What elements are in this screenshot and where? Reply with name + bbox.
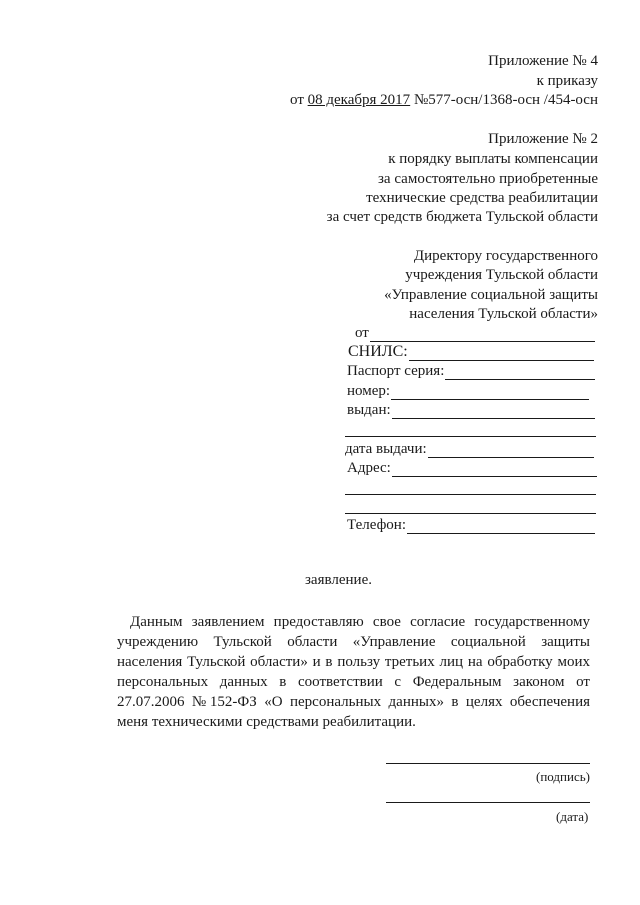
- issue-date-label: дата выдачи:: [345, 441, 427, 457]
- number-label: номер:: [347, 383, 391, 399]
- phone-line[interactable]: [407, 519, 595, 534]
- address-label: Адрес:: [347, 460, 391, 476]
- issued-by-label: выдан:: [347, 402, 391, 418]
- issued-by-field[interactable]: [347, 401, 595, 419]
- snils-line[interactable]: [409, 346, 594, 361]
- number-field[interactable]: [347, 382, 589, 400]
- snils-label: СНИЛС:: [348, 343, 408, 360]
- passport-series-label: Паспорт серия:: [347, 363, 445, 379]
- date-line[interactable]: [386, 802, 590, 803]
- snils-field[interactable]: [348, 343, 594, 361]
- phone-label: Телефон:: [347, 517, 406, 533]
- issue-date-line[interactable]: [428, 443, 594, 458]
- procedure-line-1: к порядку выплаты компенсации: [388, 151, 598, 167]
- order-reference: [290, 91, 598, 109]
- from-label: от: [355, 325, 369, 341]
- appendix-4-label: Приложение № 4: [488, 53, 598, 69]
- from-field[interactable]: [355, 324, 595, 342]
- to-order-label: к приказу: [536, 73, 598, 89]
- signature-caption: (подпись): [536, 769, 590, 784]
- issue-date-field[interactable]: [345, 440, 594, 458]
- procedure-line-2: за самостоятельно приобретенные: [378, 171, 598, 187]
- address-field[interactable]: [347, 459, 597, 477]
- order-number: №577-осн/1368-осн /454-осн: [410, 92, 598, 108]
- address-extra-line-1[interactable]: [345, 494, 596, 495]
- procedure-line-4: за счет средств бюджета Тульской области: [326, 209, 598, 225]
- addressee-line-4: населения Тульской области»: [409, 306, 598, 322]
- signature-line[interactable]: [386, 763, 590, 764]
- number-line[interactable]: [391, 385, 589, 400]
- address-extra-line-2[interactable]: [345, 513, 596, 514]
- addressee-line-2: учреждения Тульской области: [405, 267, 598, 283]
- address-line[interactable]: [392, 462, 597, 477]
- from-line[interactable]: [370, 327, 595, 342]
- addressee-line-1: Директору государственного: [413, 248, 598, 264]
- appendix-2-label: Приложение № 2: [488, 131, 598, 147]
- issued-by-extra-line[interactable]: [345, 436, 596, 437]
- order-date: 08 декабря 2017: [307, 92, 411, 108]
- procedure-line-3: технические средства реабилитации: [366, 190, 598, 206]
- consent-paragraph: Данным заявлением предоставляю свое согласие государственному учреждению Тульской области «Управление социальной защиты населения Тульской области» и в пользу третьих лиц на обработку моих персональных данных в соответствии с Федеральным законом от 27.07.2006 №152-ФЗ «О персональных данных» в целях обеспечения меня техническими средствами реабилитации.: [117, 614, 590, 730]
- passport-series-line[interactable]: [445, 365, 595, 380]
- phone-field[interactable]: [347, 516, 595, 534]
- statement-title: заявление.: [305, 572, 372, 588]
- date-caption: (дата): [556, 809, 589, 824]
- addressee-line-3: «Управление социальной защиты: [384, 287, 598, 303]
- order-prefix: от: [290, 92, 308, 108]
- passport-series-field[interactable]: [347, 362, 595, 380]
- issued-by-line[interactable]: [392, 404, 595, 419]
